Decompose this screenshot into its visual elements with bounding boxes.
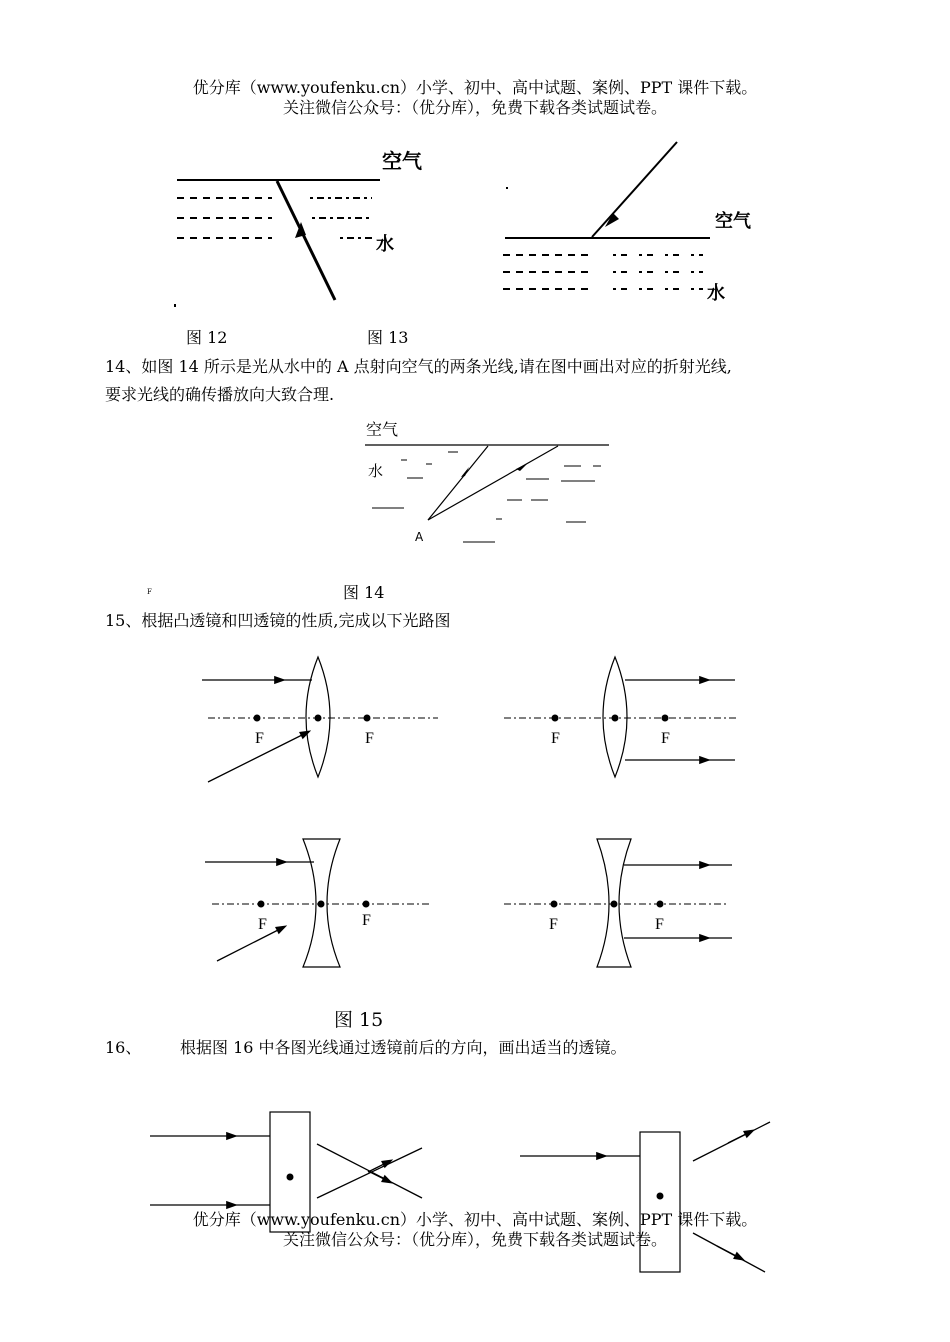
fig14-ray-2-arrow (516, 463, 528, 471)
focus-dot-2-left (552, 715, 559, 722)
fig14-ray-1-arrow (461, 467, 469, 477)
figure-13 (495, 135, 770, 310)
footer-line-2: 关注微信公众号：（优分库），免费下载各类试题试卷。 (282, 1230, 667, 1249)
center-dot-1 (315, 715, 322, 722)
q14-line-1: 14、如图 14 所示是光从水中的 A 点射向空气的两条光线,请在图中画出对应的折射光线, (105, 357, 732, 376)
fig12-water-label: 水 (376, 234, 394, 255)
center-dot-4 (611, 901, 618, 908)
focus-dot-4-right (657, 901, 664, 908)
q16-text: 根据图 16 中各图光线通过透镜前后的方向，画出适当的透镜。 (180, 1038, 627, 1057)
fig13-caption: 图 13 (367, 328, 409, 347)
fig14-water-marks (372, 452, 601, 542)
fig14-ray-2 (428, 446, 558, 520)
fig12-caption: 图 12 (186, 328, 228, 347)
fig16-1-center-dot (287, 1174, 294, 1181)
convex-lens-diagram-2 (504, 657, 736, 777)
fig13-dot (506, 187, 508, 189)
fig16-2-center-dot (657, 1193, 664, 1200)
figure-14 (355, 410, 625, 550)
focus-label-3-right: F (362, 912, 371, 929)
footer-line-1: 优分库（www.youfenku.cn）小学、初中、高中试题、案例、PPT 课件下载。 (192, 1210, 758, 1229)
fig14-ray-1 (428, 446, 488, 520)
fig13-air-label: 空气 (715, 211, 751, 232)
focus-dot-1-right (364, 715, 371, 722)
center-dot-2 (612, 715, 619, 722)
fig14-water-label: 水 (368, 462, 384, 480)
q15-text: 15、根据凸透镜和凹透镜的性质,完成以下光路图 (105, 611, 451, 630)
fig12-dot (174, 304, 176, 307)
concave-lens-diagram-2 (504, 839, 732, 967)
concave-lens-diagram-1 (205, 839, 430, 967)
fig13-incident-ray (592, 142, 677, 237)
focus-dot-3-left (258, 901, 265, 908)
header-line-1: 优分库（www.youfenku.cn）小学、初中、高中试题、案例、PPT 课件下载。 (192, 78, 758, 97)
fig15-caption: 图 15 (334, 1009, 384, 1031)
focus-dot-2-right (662, 715, 669, 722)
ray-3b (217, 928, 282, 961)
figure-16 (140, 1100, 790, 1280)
focus-label-2-left: F (551, 730, 560, 747)
fig14-stray-mark: F (147, 588, 152, 596)
fig12-air-label: 空气 (382, 149, 422, 173)
header-line-2: 关注微信公众号：（优分库），免费下载各类试题试卷。 (282, 98, 667, 117)
fig12-ray (277, 181, 335, 300)
fig14-point-a: A (415, 530, 424, 544)
focus-dot-1-left (254, 715, 261, 722)
fig16-2-box (640, 1132, 680, 1272)
focus-dot-3-right (363, 901, 370, 908)
q16-number: 16、 (105, 1038, 142, 1057)
focus-label-1-left: F (255, 730, 264, 747)
focus-label-1-right: F (365, 730, 374, 747)
fig14-air-label: 空气 (366, 420, 399, 439)
q14-line-2: 要求光线的确传播放向大致合理. (105, 385, 335, 404)
figure-15 (190, 645, 750, 975)
fig13-water-label: 水 (707, 283, 725, 304)
figure-12 (160, 140, 440, 315)
focus-dot-4-left (551, 901, 558, 908)
convex-lens-diagram-1 (202, 657, 438, 782)
focus-label-4-left: F (549, 916, 558, 933)
center-dot-3 (318, 901, 325, 908)
focus-label-3-left: F (258, 916, 267, 933)
fig14-caption: 图 14 (343, 583, 385, 602)
focus-label-2-right: F (661, 730, 670, 747)
focus-label-4-right: F (655, 916, 664, 933)
